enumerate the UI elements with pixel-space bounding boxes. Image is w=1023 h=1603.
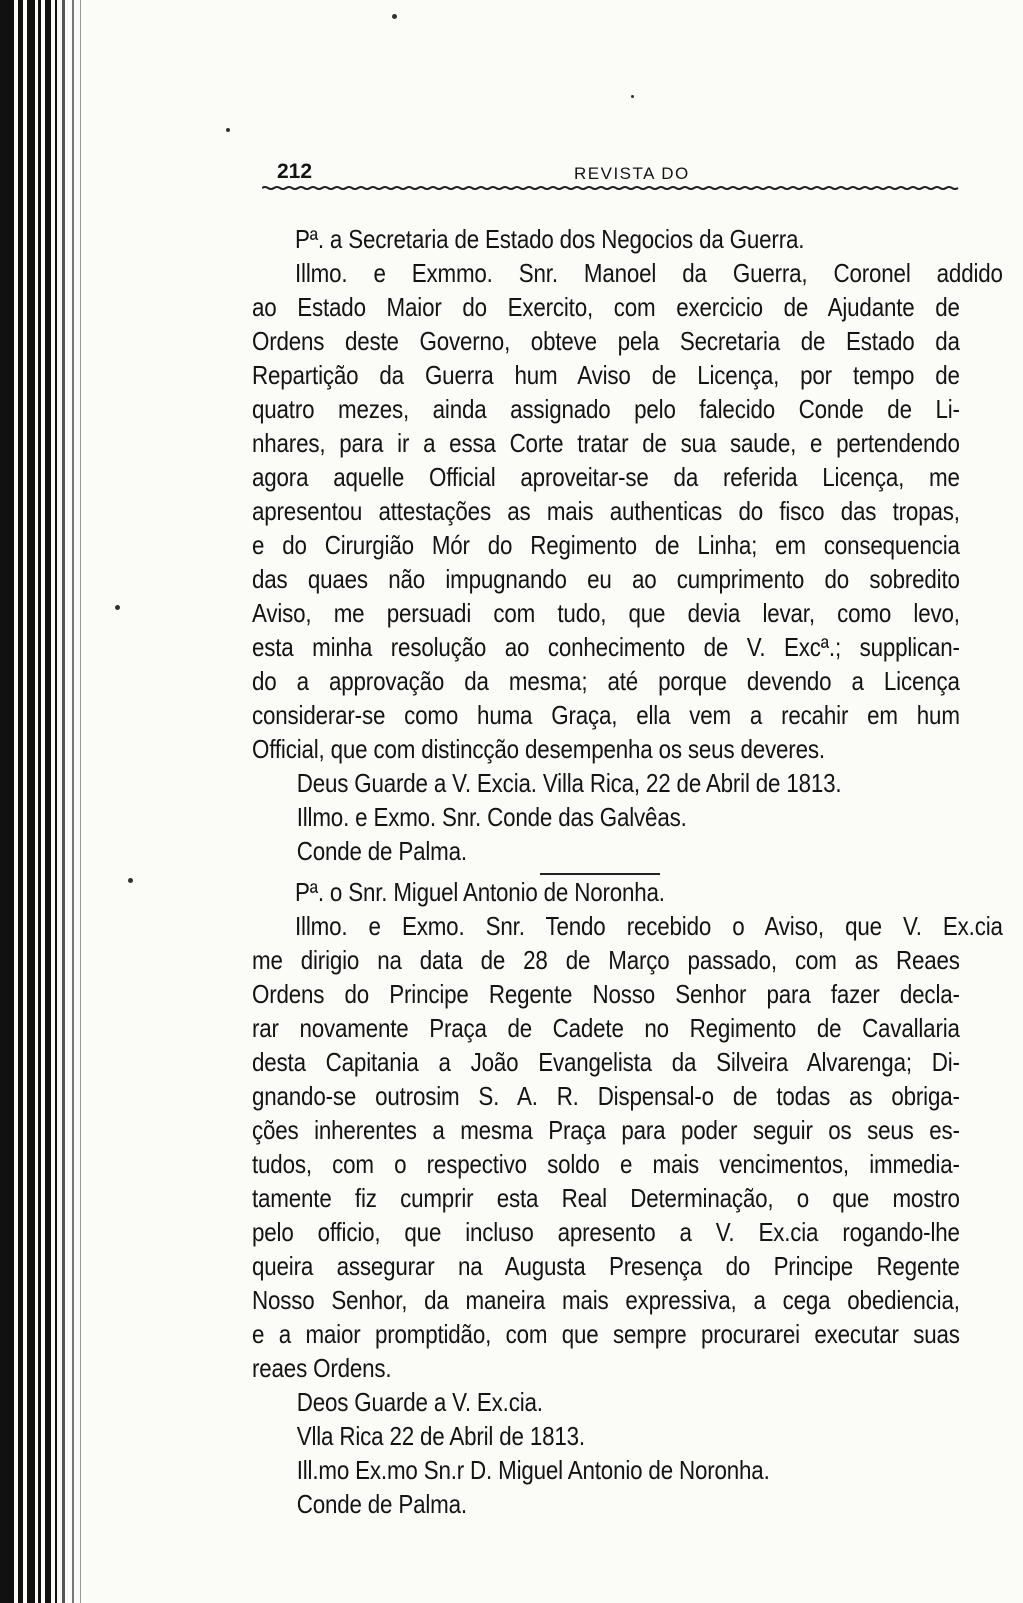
addressee-line: Ill.mo Ex.mo Sn.r D. Miguel Antonio de Noronha. xyxy=(296,1455,770,1485)
paper-speck xyxy=(226,128,230,132)
body-line: esta minha resolução ao conhecimento de V. Excª.; supplican- xyxy=(252,632,960,662)
body-line: desta Capitania a João Evangelista da Silveira Alvarenga; Di- xyxy=(252,1047,960,1077)
body-line: e do Cirurgião Mór do Regimento de Linha; em consequencia xyxy=(252,530,960,560)
body-line: do a approvação da mesma; até porque devendo a Licença xyxy=(252,666,960,696)
body-line: tamente fiz cumprir esta Real Determinação, o que mostro xyxy=(252,1183,960,1213)
body-line: Illmo. e Exmmo. Snr. Manoel da Guerra, Coronel addido xyxy=(295,258,1003,288)
paper-speck xyxy=(631,95,634,98)
letter-to-miguel-antonio-de-noronha xyxy=(252,875,1003,1521)
header-rule xyxy=(262,186,962,190)
body-line: gnando-se outrosim S. A. R. Dispensal-o de todas as obriga- xyxy=(252,1081,960,1111)
signature-line: Conde de Palma. xyxy=(296,836,467,866)
body-line: ao Estado Maior do Exercito, com exercicio de Ajudante de xyxy=(252,292,960,322)
letter-address: Pª. o Snr. Miguel Antonio de Noronha. xyxy=(295,877,665,907)
page-header xyxy=(262,152,962,192)
letter-address: Pª. a Secretaria de Estado dos Negocios da Guerra. xyxy=(295,224,805,254)
paper-speck xyxy=(128,878,133,883)
body-line: das quaes não impugnando eu ao cumprimento do sobredito xyxy=(252,564,960,594)
paper-speck xyxy=(115,605,120,610)
body-line: e a maior promptidão, com que sempre procurarei executar suas xyxy=(252,1319,960,1349)
body-line: Official, que com distincção desempenha os seus deveres. xyxy=(252,734,825,764)
body-line: rar novamente Praça de Cadete no Regimento de Cavallaria xyxy=(252,1013,960,1043)
addressee-line: Illmo. e Exmo. Snr. Conde das Galvêas. xyxy=(296,802,687,832)
body-line: Nosso Senhor, da maneira mais expressiva, a cega obediencia, xyxy=(252,1285,960,1315)
body-line: queira assegurar na Augusta Presença do Principe Regente xyxy=(252,1251,960,1281)
closing-line: Deus Guarde a V. Excia. Villa Rica, 22 de Abril de 1813. xyxy=(296,768,842,798)
body-line: Repartição da Guerra hum Aviso de Licença, por tempo de xyxy=(252,360,960,390)
closing-line: Deos Guarde a V. Ex.cia. xyxy=(296,1387,543,1417)
body-line: nhares, para ir a essa Corte tratar de sua saude, e pertendendo xyxy=(252,428,960,458)
body-line: agora aquelle Official aproveitar-se da referida Licença, me xyxy=(252,462,960,492)
body-line: Ordens do Principe Regente Nosso Senhor para fazer decla- xyxy=(252,979,960,1009)
running-title: REVISTA DO xyxy=(574,164,690,183)
signature-line: Conde de Palma. xyxy=(296,1489,467,1519)
body-line: Aviso, me persuadi com tudo, que devia levar, como levo, xyxy=(252,598,960,628)
body-line: ções inherentes a mesma Praça para poder seguir os seus es- xyxy=(252,1115,960,1145)
letter-to-war-secretariat xyxy=(252,222,1003,868)
body-line: reaes Ordens. xyxy=(252,1353,392,1383)
body-line: me dirigio na data de 28 de Março passado, com as Reaes xyxy=(252,945,960,975)
page-number: 212 xyxy=(277,160,313,183)
body-line: pelo officio, que incluso apresento a V. Ex.cia rogando-lhe xyxy=(252,1217,960,1247)
paper-speck xyxy=(392,14,397,19)
body-line: Illmo. e Exmo. Snr. Tendo recebido o Aviso, que V. Ex.cia xyxy=(295,911,1003,941)
body-line: tudos, com o respectivo soldo e mais vencimentos, immedia- xyxy=(252,1149,960,1179)
body-line: apresentou attestações as mais authenticas do fisco das tropas, xyxy=(252,496,960,526)
body-line: quatro mezes, ainda assignado pelo falecido Conde de Li- xyxy=(252,394,960,424)
body-line: Ordens deste Governo, obteve pela Secretaria de Estado da xyxy=(252,326,960,356)
body-line: considerar-se como huma Graça, ella vem a recahir em hum xyxy=(252,700,960,730)
book-binding-edge xyxy=(0,0,85,1603)
date-line: Vlla Rica 22 de Abril de 1813. xyxy=(296,1421,585,1451)
